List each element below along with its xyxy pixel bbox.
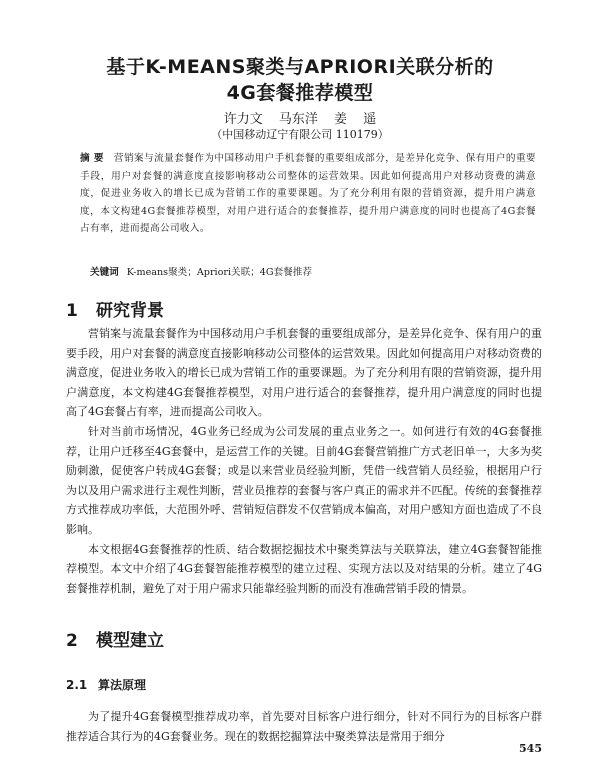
section-1-title: 研究背景 bbox=[96, 301, 164, 321]
section-1-paragraph: 针对当前市场情况，4G业务已经成为公司发展的重点业务之一。如何进行有效的4G套餐推荐，让用户迁移至4G套餐中，是运营工作的关键。目前4G套餐营销推广方式老旧单一，大多为奖励刺激，促使客户转成4G套餐；或是以来营业员经验判断，凭借一线营销人员经验，根据用户行为以及用户需求进行主观性判断，营业员推荐的套餐与客户真正的需求并不匹配。传统的套餐推荐方式推荐成功率低，大范围外呼、营销短信群发不仅营销成本偏高，对用户感知方面也造成了不良影响。 bbox=[66, 424, 542, 536]
paper-title-line-2: 4G套餐推荐模型 bbox=[226, 82, 374, 104]
section-1-heading bbox=[66, 296, 164, 321]
section-2-number: 2 bbox=[66, 631, 78, 651]
abstract-label: 摘 要 bbox=[80, 153, 104, 164]
keywords-text: K-means聚类；Apriori关联；4G套餐推荐 bbox=[126, 267, 312, 278]
section-1-body bbox=[66, 324, 542, 598]
author-affiliation: （中国移动辽宁有限公司 110179） bbox=[211, 128, 389, 141]
subsection-2-1-body bbox=[66, 707, 542, 746]
section-1-paragraph: 营销案与流量套餐作为中国移动用户手机套餐的重要组成部分，是差异化竞争、保有用户的重要手段，用户对套餐的满意度直接影响移动公司整体的运营效果。因此如何提高用户对移动资费的满意度，促进业务收入的增长已成为营销工作的重要课题。为了充分利用有限的营销资源，提升用户满意度，本文构建4G套餐推荐模型，对用户进行适合的套餐推荐，提升用户满意度的同时也提高了4G套餐占有率，进而提高公司收入。 bbox=[66, 327, 542, 419]
section-2-title: 模型建立 bbox=[96, 631, 164, 651]
subsection-2-1-paragraph: 为了提升4G套餐模型推荐成功率，首先要对目标客户进行细分，针对不同行为的目标客户群推荐适合其行为的4G套餐业务。现在的数据挖掘算法中聚类算法是常用于细分 bbox=[66, 710, 542, 743]
page-number: 545 bbox=[519, 742, 542, 755]
author-list: 许力文 马东洋 姜 遥 bbox=[223, 112, 377, 127]
keywords bbox=[90, 264, 540, 278]
section-1-number: 1 bbox=[66, 301, 78, 321]
abstract bbox=[80, 150, 536, 238]
paper-title-line-1: 基于K-MEANS聚类与APRIORI关联分析的 bbox=[106, 56, 494, 78]
subsection-2-1-number: 2.1 bbox=[66, 678, 88, 692]
subsection-2-1-heading bbox=[66, 676, 146, 693]
abstract-text: 营销案与流量套餐作为中国移动用户手机套餐的重要组成部分，是差异化竞争、保有用户的重要手段，用户对套餐的满意度直接影响移动公司整体的运营效果。因此如何提高用户对移动资费的满意度，促进业务收入的增长已成为营销工作的重要课题。为了充分利用有限的营销资源，提升用户满意度，本文构建4G套餐推荐模型，对用户进行适合的套餐推荐，提升用户满意度的同时也提高了4G套餐占有率，进而提高公司收入。 bbox=[80, 153, 536, 235]
keywords-label: 关键词 bbox=[90, 267, 119, 278]
section-2-heading bbox=[66, 626, 164, 651]
section-1-paragraph: 本文根据4G套餐推荐的性质、结合数据挖掘技术中聚类算法与关联算法，建立4G套餐智能推荐模型。本文中介绍了4G套餐智能推荐模型的建立过程、实现方法以及对结果的分析。建立了4G套餐推荐机制，避免了对于用户需求只能靠经验判断的而没有准确营销手段的情景。 bbox=[66, 542, 542, 595]
subsection-2-1-title: 算法原理 bbox=[98, 678, 147, 692]
